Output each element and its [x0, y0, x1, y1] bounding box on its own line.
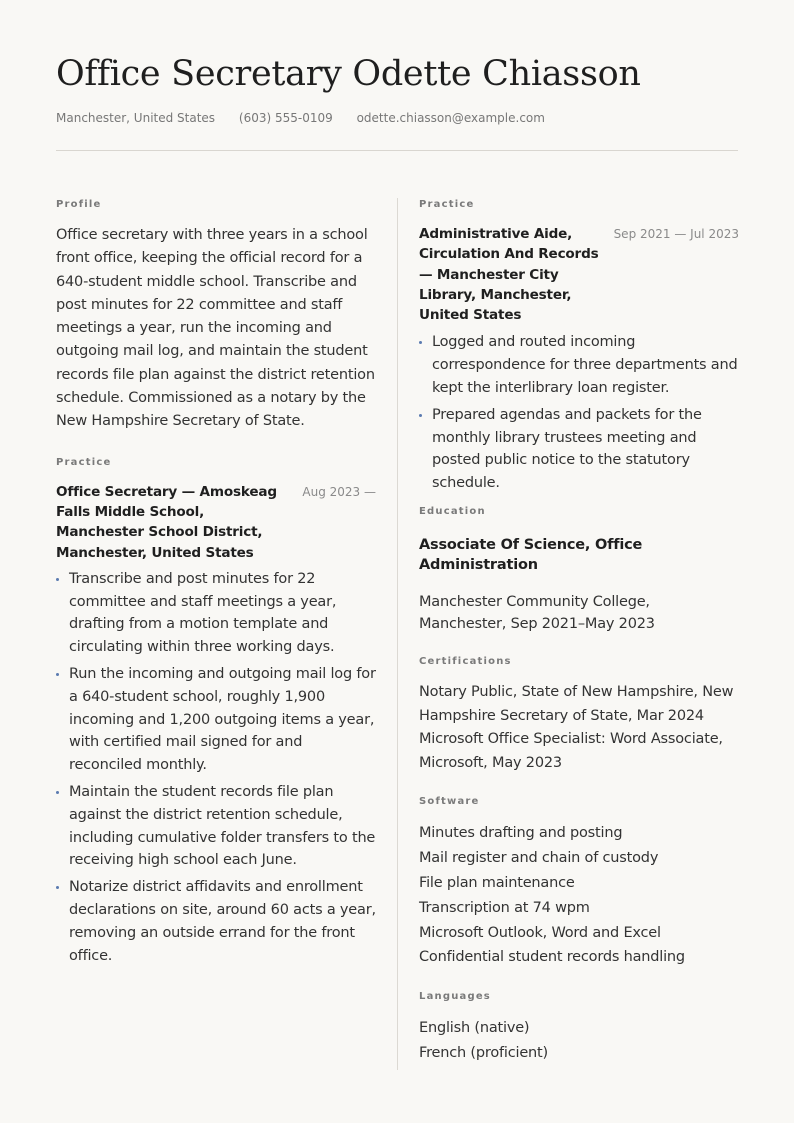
profile-section — [56, 198, 376, 434]
page-title: Office Secretary Odette Chiasson — [56, 54, 641, 94]
list-item: Mail register and chain of custody — [419, 850, 659, 867]
header-divider — [56, 150, 738, 151]
contact-location: Manchester, United States — [56, 111, 216, 125]
section-heading-practice: Practice — [56, 456, 112, 468]
software-section — [419, 795, 739, 970]
left-column — [56, 198, 376, 971]
section-heading-languages: Languages — [419, 991, 491, 1003]
profile-text: Office secretary with three years in a school front office, keeping the official record for a 640-student middle school. Transcribe and post minutes for 22 committee and staff meetings a year, run the incoming and outgoing mail log, and maintain the student records file plan against the district retention schedule. Commissioned as a notary by the New Hampshire Secretary of State. — [56, 227, 375, 430]
list-item: Minutes drafting and posting — [419, 825, 623, 842]
column-divider — [397, 198, 398, 1070]
certifications-section — [419, 655, 739, 775]
section-heading-profile: Profile — [56, 199, 102, 210]
list-item: Run the incoming and outgoing mail log for a 640-student school, roughly 1,900 incoming and 1,200 outgoing items a year, with certified mail signed for and reconciled monthly. — [56, 663, 376, 777]
practice-section-left — [56, 456, 376, 968]
list-item: Notarize district affidavits and enrollment declarations on site, around 60 acts a year, removing an outside errand for the front office. — [56, 876, 376, 967]
job-date: Aug 2023 — — [302, 484, 376, 499]
list-item: French (proficient) — [419, 1045, 548, 1062]
job-bullets — [419, 331, 739, 495]
job-entry — [419, 224, 739, 495]
job-title: Administrative Aide, Circulation And Records — Manchester City Library, Manchester, United States — [419, 226, 599, 324]
section-heading-education: Education — [419, 506, 486, 518]
list-item: Maintain the student records file plan against the district retention schedule, including cumulative folder transfers to the receiving high school each June. — [56, 781, 376, 872]
list-item: Prepared agendas and packets for the monthly library trustees meeting and posted public notice to the statutory schedule. — [419, 404, 739, 495]
contact-phone: (603) 555-0109 — [238, 111, 333, 125]
section-heading-software: Software — [419, 796, 480, 808]
languages-list — [419, 1016, 739, 1066]
contact-line — [56, 111, 565, 125]
list-item: File plan maintenance — [419, 875, 575, 892]
section-heading-practice: Practice — [419, 199, 475, 210]
certifications-list — [419, 681, 739, 775]
education-section — [419, 505, 739, 635]
list-item: Transcribe and post minutes for 22 committee and staff meetings a year, drafting from a motion template and circulating within three working days. — [56, 568, 376, 659]
education-detail: Manchester Community College, Manchester, Sep 2021–May 2023 — [419, 594, 655, 633]
job-date: Sep 2021 — Jul 2023 — [613, 227, 739, 241]
education-degree: Associate Of Science, Office Administration — [419, 537, 643, 574]
list-item: English (native) — [419, 1020, 530, 1037]
section-heading-certifications: Certifications — [419, 656, 512, 668]
list-item: Confidential student records handling — [419, 949, 685, 966]
job-bullets — [56, 568, 376, 968]
right-column — [419, 198, 739, 1066]
job-title: Office Secretary — Amoskeag Falls Middle School, Manchester School District, Manchester, United States — [56, 483, 277, 561]
list-item: Microsoft Office Specialist: Word Associate, Microsoft, May 2023 — [419, 731, 723, 771]
practice-section-right — [419, 198, 739, 495]
list-item: Transcription at 74 wpm — [419, 899, 590, 916]
contact-email: odette.chiasson@example.com — [356, 111, 545, 125]
software-list — [419, 821, 739, 970]
list-item: Microsoft Outlook, Word and Excel — [419, 924, 661, 941]
languages-section — [419, 990, 739, 1066]
job-entry — [56, 482, 376, 968]
list-item: Logged and routed incoming correspondence for three departments and kept the interlibrary loan register. — [419, 331, 739, 399]
list-item: Notary Public, State of New Hampshire, New Hampshire Secretary of State, Mar 2024 — [419, 684, 734, 724]
